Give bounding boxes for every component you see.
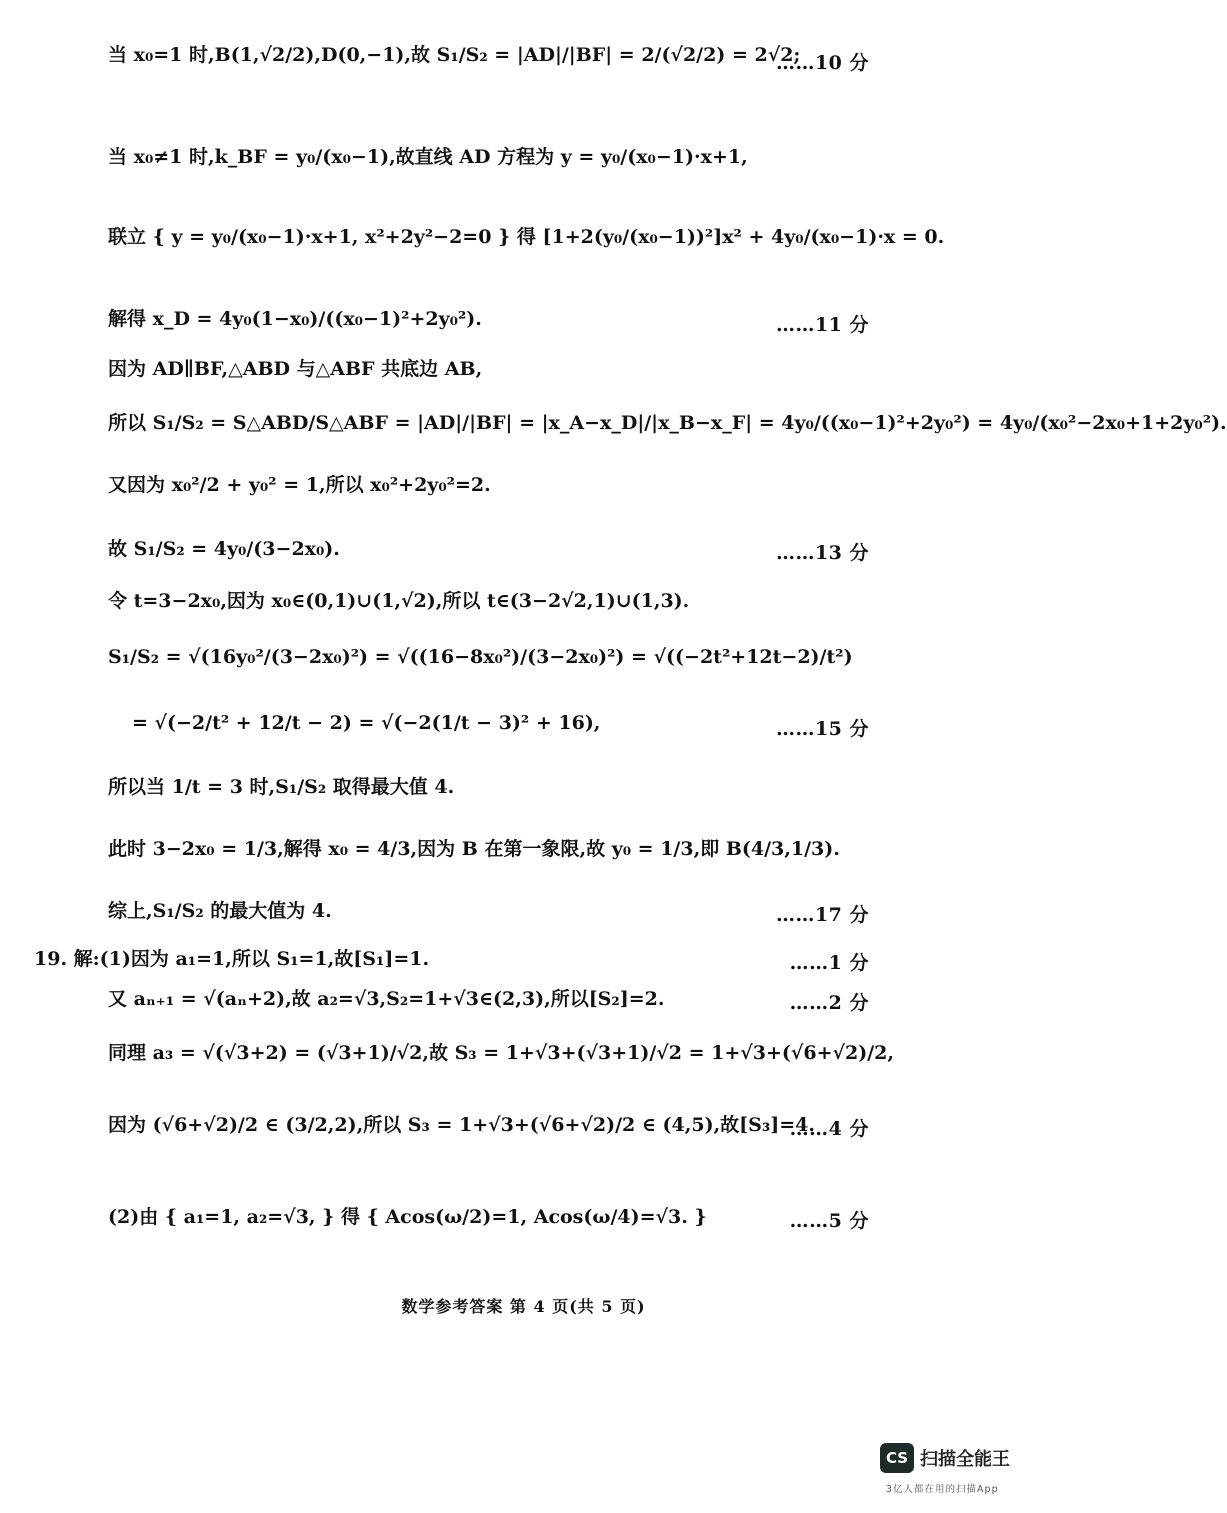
step-line: 联立 { y = y₀/(x₀−1)·x+1, x²+2y²−2=0 } 得 [1+2(y₀/(x₀−1))²]x² + 4y₀/(x₀−1)·x = 0.: [108, 226, 945, 248]
scanner-watermark: [880, 1443, 1030, 1499]
step-line: 因为 AD∥BF,△ABD 与△ABF 共底边 AB,: [108, 358, 483, 380]
cs-logo-icon: CS: [880, 1443, 914, 1473]
step-line: 又 aₙ₊₁ = √(aₙ+2),故 a₂=√3,S₂=1+√3∈(2,3),所以[S₂]=2.: [108, 988, 665, 1010]
step-line: S₁/S₂ = √(16y₀²/(3−2x₀)²) = √((16−8x₀²)/(3−2x₀)²) = √((−2t²+12t−2)/t²): [108, 646, 853, 668]
step-line: = √(−2/t² + 12/t − 2) = √(−2(1/t − 3)² + 16),: [132, 712, 601, 734]
step-line: 解得 x_D = 4y₀(1−x₀)/((x₀−1)²+2y₀²).: [108, 308, 482, 330]
step-line: 综上,S₁/S₂ 的最大值为 4.: [108, 900, 332, 922]
scanner-tagline: 3亿人都在用的扫描App: [886, 1484, 999, 1495]
score-mark: ……15 分: [775, 718, 869, 740]
step-line: 所以当 1/t = 3 时,S₁/S₂ 取得最大值 4.: [108, 776, 455, 798]
score-mark: ……11 分: [775, 314, 869, 336]
step-line: 因为 (√6+√2)/2 ∈ (3/2,2),所以 S₃ = 1+√3+(√6+√2)/2 ∈ (4,5),故[S₃]=4.: [108, 1114, 815, 1136]
score-mark: ……17 分: [775, 904, 869, 926]
step-line: 当 x₀=1 时,B(1,√2/2),D(0,−1),故 S₁/S₂ = |AD|/|BF| = 2/(√2/2) = 2√2;: [108, 44, 801, 66]
step-line: 19. 解:(1)因为 a₁=1,所以 S₁=1,故[S₁]=1.: [34, 948, 430, 970]
step-line: 同理 a₃ = √(√3+2) = (√3+1)/√2,故 S₃ = 1+√3+(√3+1)/√2 = 1+√3+(√6+√2)/2,: [108, 1042, 895, 1064]
step-line: 此时 3−2x₀ = 1/3,解得 x₀ = 4/3,因为 B 在第一象限,故 y₀ = 1/3,即 B(4/3,1/3).: [108, 838, 840, 860]
score-mark: ……4 分: [789, 1118, 869, 1140]
page-footer: 数学参考答案 第 4 页(共 5 页): [401, 1297, 646, 1316]
score-mark: ……1 分: [789, 952, 869, 974]
step-line: 所以 S₁/S₂ = S△ABD/S△ABF = |AD|/|BF| = |x_A−x_D|/|x_B−x_F| = 4y₀/((x₀−1)²+2y₀²) = 4y₀/(x₀²−2x₀+1+2y₀²).: [108, 412, 1227, 434]
step-line: 当 x₀≠1 时,k_BF = y₀/(x₀−1),故直线 AD 方程为 y = y₀/(x₀−1)·x+1,: [108, 146, 748, 168]
step-line: (2)由 { a₁=1, a₂=√3, } 得 { Acos(ω/2)=1, Acos(ω/4)=√3. }: [108, 1206, 707, 1228]
step-line: 令 t=3−2x₀,因为 x₀∈(0,1)∪(1,√2),所以 t∈(3−2√2,1)∪(1,3).: [108, 590, 690, 612]
score-mark: ……2 分: [789, 992, 869, 1014]
step-line: 又因为 x₀²/2 + y₀² = 1,所以 x₀²+2y₀²=2.: [108, 474, 491, 496]
scanner-app-name: 扫描全能王: [920, 1449, 1010, 1470]
score-mark: ……13 分: [775, 542, 869, 564]
step-line: 故 S₁/S₂ = 4y₀/(3−2x₀).: [108, 538, 340, 560]
score-mark: ……5 分: [789, 1210, 869, 1232]
score-mark: ……10 分: [775, 52, 869, 74]
